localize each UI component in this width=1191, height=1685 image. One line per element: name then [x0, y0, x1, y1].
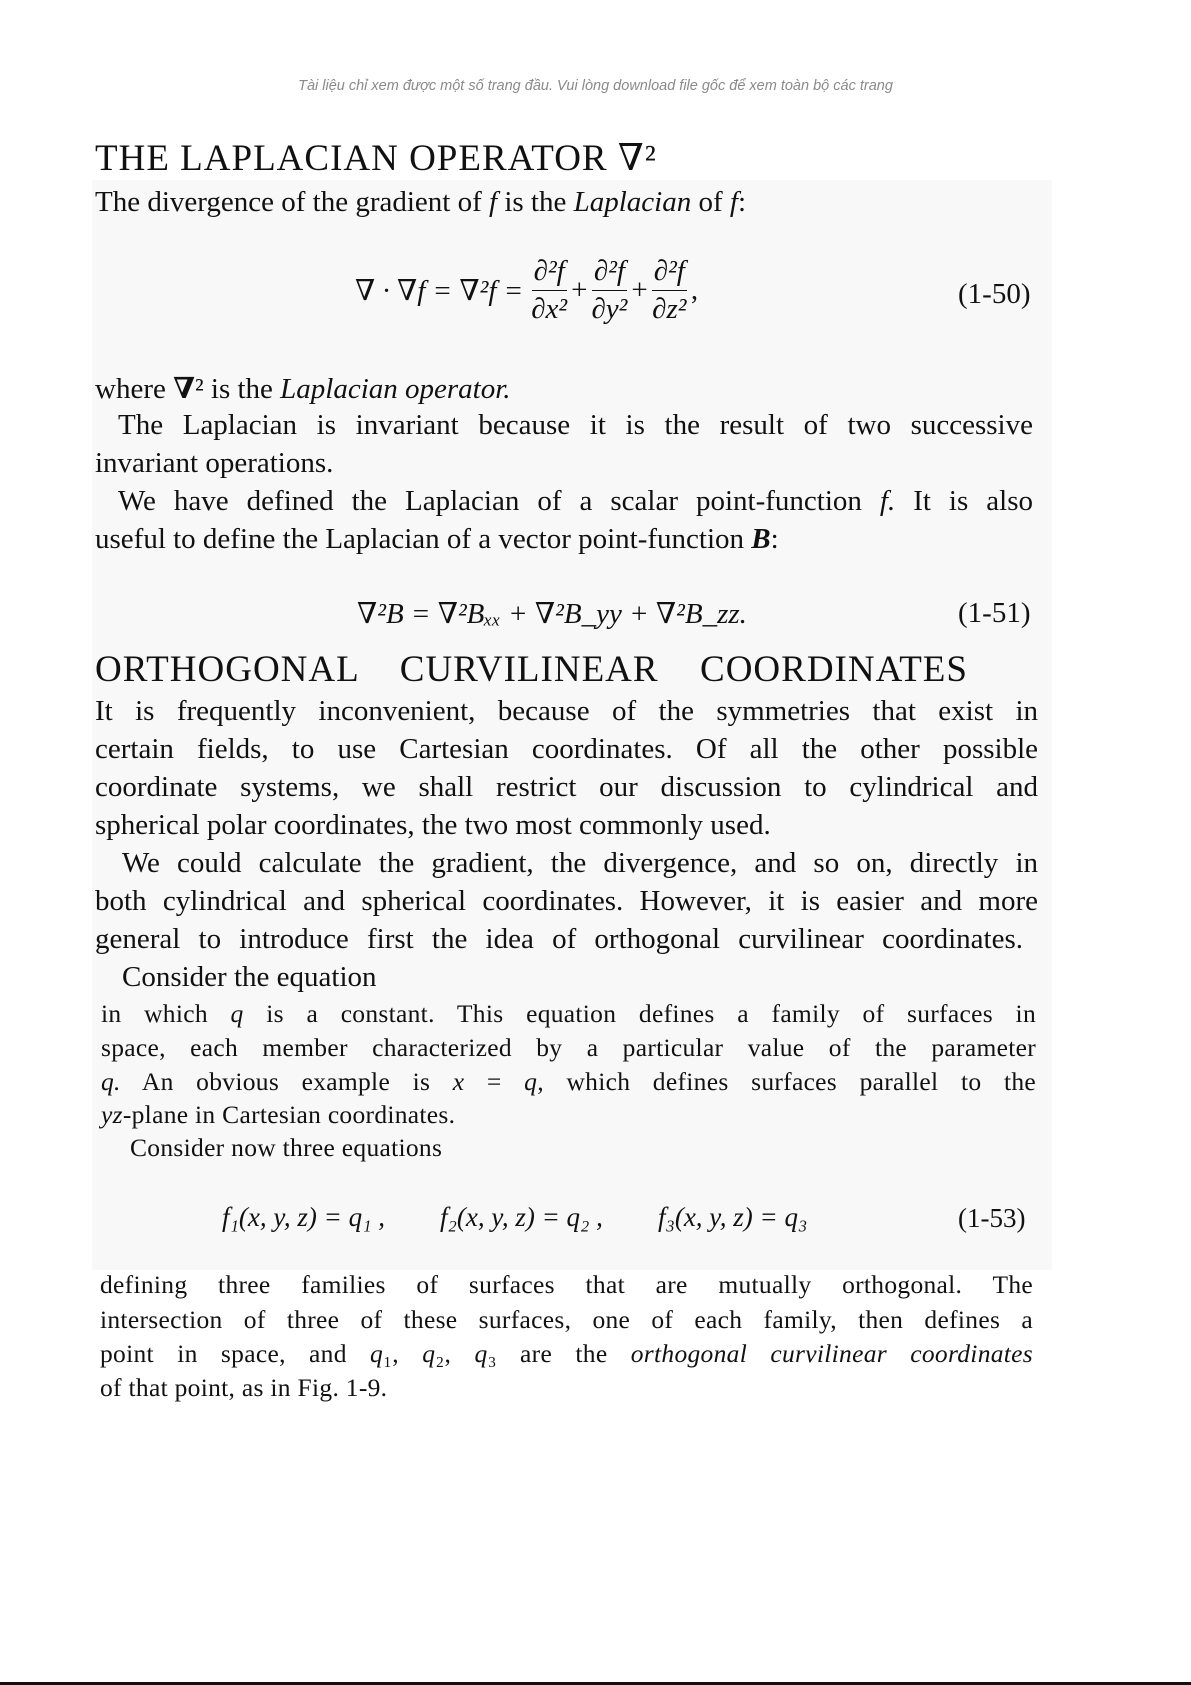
text-run: of that point, as in Fig. 1-9.: [100, 1373, 388, 1402]
equation-label-1-51: (1-51): [958, 597, 1031, 629]
text-run: point in space, and: [100, 1339, 371, 1368]
text-run: which defines surfaces parallel to the: [543, 1067, 1036, 1096]
text-line: [101, 1067, 1036, 1097]
equation-label-1-50: (1-50): [958, 278, 1031, 310]
text-run: Consider now three equations: [130, 1133, 443, 1162]
text-run: :: [770, 523, 779, 555]
text-run: We have defined the Laplacian of a scalar point-function: [118, 485, 880, 517]
text-run: ₃ are the: [487, 1339, 631, 1368]
text-line: [122, 847, 1038, 880]
text-run: yz: [101, 1100, 123, 1129]
text-run: coordinate systems, we shall restrict our discussion to cylindrical and: [95, 771, 1038, 803]
text-run: Laplacian: [573, 186, 692, 218]
text-line: [95, 923, 1023, 956]
text-run: space, each member characterized by a particular value of the parameter: [101, 1033, 1036, 1062]
text-run: q: [370, 1339, 384, 1368]
text-run: ² is the: [194, 373, 281, 405]
intro-line: [95, 186, 746, 219]
text-run: Laplacian operator.: [280, 373, 511, 405]
text-line: [100, 1270, 1033, 1300]
text-run: It is also: [895, 485, 1033, 517]
text-run: It is frequently inconvenient, because of the symmetries that exist in: [95, 695, 1038, 727]
text-line: [95, 733, 1038, 766]
text-run: -plane in Cartesian coordinates.: [122, 1100, 456, 1129]
text-run: spherical polar coordinates, the two most commonly used.: [95, 809, 771, 841]
text-run: ∇: [173, 373, 195, 405]
text-line: [101, 1100, 455, 1130]
text-line: [95, 371, 511, 406]
text-run: useful to define the Laplacian of a vector point-function: [95, 523, 752, 555]
text-run: invariant operations.: [95, 447, 334, 479]
text-line: [101, 1033, 1036, 1063]
text-line: [95, 523, 779, 556]
section-heading-laplacian: THE LAPLACIAN OPERATOR ∇²: [95, 138, 657, 179]
plus: +: [571, 274, 588, 306]
equation-1-50: [355, 255, 698, 326]
plus: +: [631, 274, 648, 306]
text-run: q: [422, 1339, 436, 1368]
text-run: The Laplacian is invariant because it is the result of two successive: [118, 409, 1033, 441]
text-run: ₂,: [435, 1339, 475, 1368]
text-run: :: [737, 186, 747, 218]
text-line: [95, 771, 1038, 804]
text-run: ₁,: [383, 1339, 423, 1368]
section-heading-curvilinear: ORTHOGONAL CURVILINEAR COORDINATES: [95, 649, 968, 690]
text-line: [95, 885, 1038, 918]
text-run: certain fields, to use Cartesian coordinates. Of all the other possible: [95, 733, 1038, 765]
equation-1-53: [222, 1202, 807, 1233]
text-run: q.: [101, 1067, 121, 1096]
text-line: [100, 1339, 1033, 1369]
text-line: [95, 695, 1038, 728]
text-run: defining three families of surfaces that are mutually orthogonal. The: [100, 1270, 1033, 1299]
text-run: x: [452, 1067, 465, 1096]
text-run: orthogonal curvilinear coordinates: [630, 1339, 1034, 1368]
text-run: An obvious example is: [120, 1067, 453, 1096]
equation-label-1-53: (1-53): [958, 1203, 1026, 1233]
text-line: [100, 1305, 1033, 1335]
eq-lhs: ∇ · ∇f = ∇²f =: [355, 275, 524, 307]
text-run: =: [464, 1067, 525, 1096]
fraction-x: $\frac{\text{∂²f}}{\text{∂x²}}$: [531, 255, 568, 325]
text-run: general to introduce first the idea of orthogonal curvilinear coordinates.: [95, 923, 1023, 955]
equation-1-51: ∇²B = ∇²Bₓₓ + ∇²B_yy + ∇²B_zz.: [357, 598, 747, 630]
text-run: The divergence of the gradient of: [95, 186, 490, 218]
text-run: in which: [101, 999, 231, 1028]
text-line: [95, 447, 333, 480]
fraction-y: $\frac{\text{∂²f}}{\text{∂y²}}$: [591, 255, 628, 325]
text-line: [95, 809, 771, 842]
comma: ,: [690, 274, 699, 306]
text-run: where: [95, 373, 174, 405]
text-run: We could calculate the gradient, the divergence, and so on, directly in: [122, 847, 1038, 879]
text-run: both cylindrical and spherical coordinates. However, it is easier and more: [95, 885, 1038, 917]
text-line: [118, 485, 1033, 518]
text-run: is the: [497, 186, 574, 218]
text-run: of: [691, 186, 730, 218]
watermark-notice: Tài liệu chỉ xem được một số trang đầu. Vui lòng download file gốc để xem toàn bộ các trang: [298, 78, 893, 94]
text-run: is a constant. This equation defines a family of surfaces in: [243, 999, 1036, 1028]
text-run: q,: [524, 1067, 544, 1096]
eq-f2: f₂(x, y, z) = q₂ ,: [439, 1202, 603, 1232]
text-run: intersection of three of these surfaces, one of each family, then defines a: [100, 1305, 1033, 1334]
fraction-z: $\frac{\text{∂²f}}{\text{∂z²}}$: [652, 255, 687, 325]
text-line: [130, 1133, 442, 1163]
text-run: B: [751, 523, 771, 555]
text-line: [100, 1373, 387, 1403]
text-run: f: [489, 186, 498, 218]
text-run: Consider the equation: [122, 961, 377, 993]
text-run: q: [474, 1339, 488, 1368]
text-run: f.: [879, 485, 896, 517]
eq-f1: f₁(x, y, z) = q₁ ,: [222, 1202, 385, 1232]
text-run: q: [230, 999, 244, 1028]
text-line: [118, 409, 1033, 442]
eq-f3: f₃(x, y, z) = q₃: [657, 1202, 808, 1232]
text-line: [122, 961, 377, 994]
text-line: [101, 999, 1036, 1029]
text-run: f: [729, 186, 738, 218]
